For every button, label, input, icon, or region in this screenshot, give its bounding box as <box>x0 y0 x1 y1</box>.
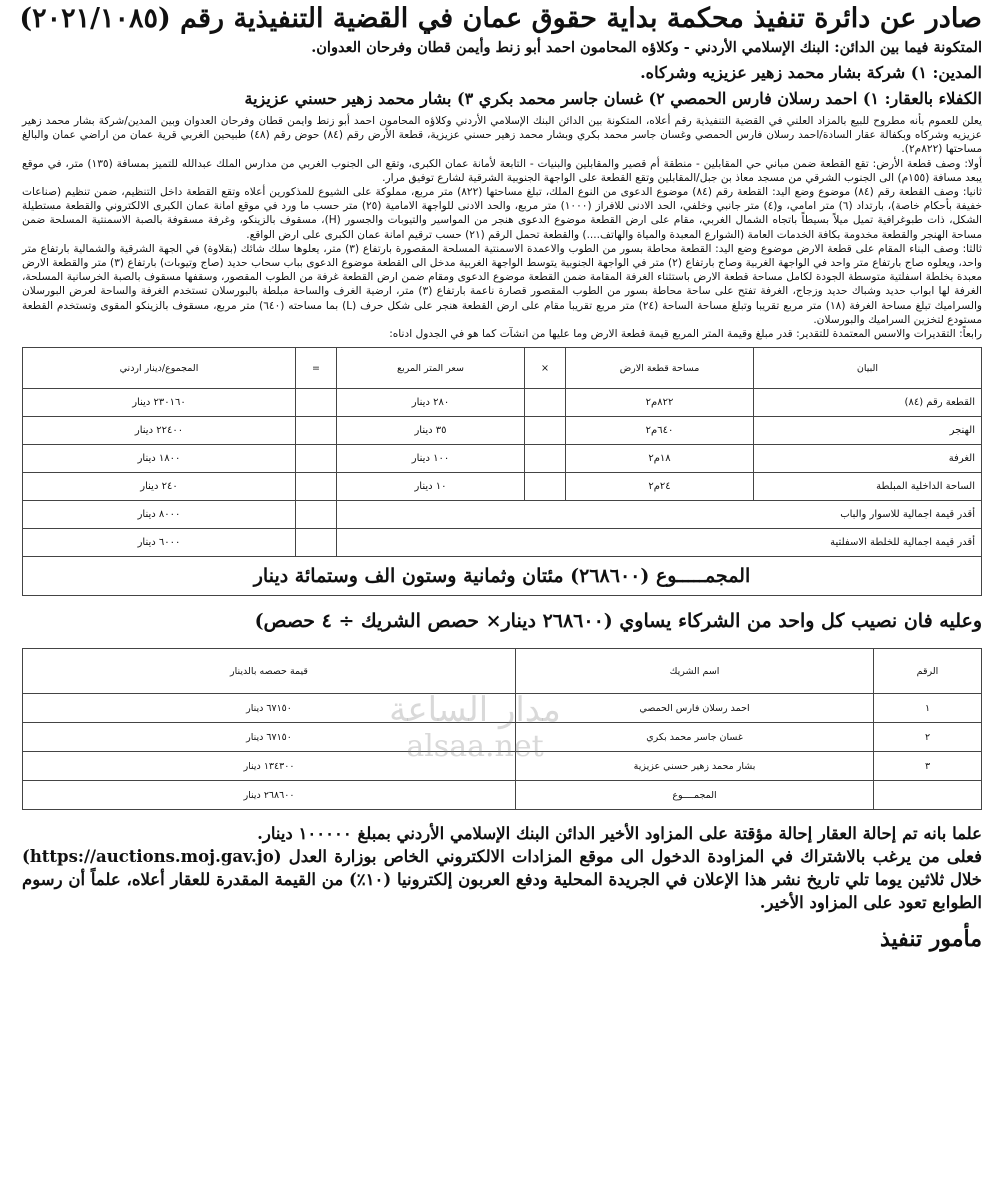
header-value: قيمة حصصه بالدينار <box>23 649 516 694</box>
partner-value: ١٣٤٣٠٠ دينار <box>23 752 516 781</box>
table-row <box>23 752 982 781</box>
watermark-latin: alsaa.net <box>406 729 544 764</box>
table-row <box>23 445 982 473</box>
table-row <box>23 501 982 529</box>
partners-total-value: ٢٦٨٦٠٠ دينار <box>23 781 516 810</box>
closing-text <box>22 822 982 914</box>
debtor-line: المدين: ١) شركة بشار محمد زهير عزيزيه وشركاه. <box>640 63 982 82</box>
notice-body <box>22 114 982 341</box>
row-total: ٢٢٤٠٠ دينار <box>23 417 296 445</box>
partner-name: بشار محمد زهير حسني عزيزية <box>516 752 874 781</box>
header-item: البيان <box>754 348 982 389</box>
grand-total: المجمـــــوع (٢٦٨٦٠٠) مئتان وثمانية وستون الف وستمائة دينار <box>23 557 982 596</box>
parties-line: المتكونة فيما بين الدائن: البنك الإسلامي الأردني - وكلاؤه المحامون احمد أبو زنط وأيمن قطان وفرحان العدوان. <box>311 39 982 56</box>
signer: مأمور تنفيذ <box>880 926 982 953</box>
grand-total-row <box>23 557 982 596</box>
row-item: الغرفة <box>754 445 982 473</box>
table-row <box>23 473 982 501</box>
lump-label: أقدر قيمة اجمالية للاسوار والباب <box>337 501 982 529</box>
header-price: سعر المتر المربع <box>337 348 525 389</box>
row-price: ١٠ دينار <box>337 473 525 501</box>
row-area: ٢٤م٢ <box>566 473 754 501</box>
row-price: ١٠٠ دينار <box>337 445 525 473</box>
partners-total-row <box>23 781 982 810</box>
participation-paragraph: فعلى من يرغب بالاشتراك في المزاودة الدخول الى موقع المزادات الالكتروني الخاص بوزارة العدل (https://auctions.moj.gav.jo) خلال ثلاثين يوما تلي تاريخ نشر هذا الإعلان في الجريدة المحلية ودفع العربون إلكترونيا (١٠٪) من القيمة المقدرة للعقار أعلاه، علماً أن رسوم الطوابع تعود على المزاود الأخير. <box>22 847 982 913</box>
header-no: الرقم <box>874 649 982 694</box>
header-equals: = <box>296 348 337 389</box>
row-item: الساحة الداخلية المبلطة <box>754 473 982 501</box>
watermark-arabic: مدار الساعة <box>389 690 561 730</box>
partner-no: ١ <box>874 694 982 723</box>
lump-total: ٨٠٠٠ دينار <box>23 501 296 529</box>
row-price: ٣٥ دينار <box>337 417 525 445</box>
lump-label: أقدر قيمة اجمالية للخلطة الاسفلتية <box>337 529 982 557</box>
partners-header-row <box>23 649 982 694</box>
partner-name: احمد رسلان فارس الحمصي <box>516 694 874 723</box>
guarantors-line: الكفلاء بالعقار: ١) احمد رسلان فارس الحمصي ٢) غسان جاسر محمد بكري ٣) بشار محمد زهير حسني عزيزية <box>244 89 982 108</box>
building-description-paragraph: ثالثا: وصف البناء المقام على قطعة الارض موضوع وضع اليد: القطعة محاطة بسور من الطوب والاعمدة الاسمنتية المسلحة المقصورة بارتفاع (٣) متر، يعلوها سلك شائك (بقلاوة) في الجهة الشرقية والشمالية بارتفاع متر واحد، ويعلوه صاج بارتفاع متر واحد في الواجهة الغربية وصاج بارتفاع (٢) متر في الواجهة الجنوبية يتوسط الواجهة الغربية مدخل الى القطعة موضوع الدعوى بباب سحاب حديد (صاج وتيوبات) بارتفاع (٣) متر والقطعة الارض معبدة بخلطة اسفلتية متوسطة الجودة لكامل مساحة قطعة الارض باستثناء الغرفة المقامة ضمن القطعة موضوع الدعوى ومقام ضمن ارض القطعة غرفة من الطوب المقصور، وسقفها مسقوف بالصبة الخرسانية المسلحة، الغرفة لها ابواب حديد وشباك حديد وزجاج، الغرفة تفتح على ساحة محاطة بسور من الطوب المقصور قصارة ناعمة بارتفاع (٣) متر، ارضية الغرف والساحة مبلطة بالبورسلان تستخدم الغرفة والساحة لعرض البورسلان والسراميك تبلغ مساحة الغرفة (١٨) متر مربع تقريبا وتبلغ مساحة الساحة (٢٤) متر مربع تقريبا مقام على ارض القطعة هنجر على شكل حرف (L) بما مساحته (٦٤٠) متر مربع، مسقوف بالزينكو المقوى وتستخدم القطعة مستودع لتخزين السراميك والبورسلان. <box>22 242 982 326</box>
lump-total: ٦٠٠٠ دينار <box>23 529 296 557</box>
row-area: ٨٢٢م٢ <box>566 389 754 417</box>
table-row <box>23 723 982 752</box>
valuation-table <box>22 347 982 596</box>
row-total: ١٨٠٠ دينار <box>23 445 296 473</box>
row-item: الهنجر <box>754 417 982 445</box>
row-item: القطعة رقم (٨٤) <box>754 389 982 417</box>
header-name: اسم الشريك <box>516 649 874 694</box>
table-row <box>23 694 982 723</box>
header-total: المجموع/دينار اردني <box>23 348 296 389</box>
intro-paragraph: يعلن للعموم بأنه مطروح للبيع بالمزاد العلني في القضية التنفيذية رقم أعلاه، المتكونة بين الدائن البنك الإسلامي الأردني وكلاؤه المحامون احمد أبو زنط وايمن قطان وفرحان العدوان وبين المدين/شركة بشار محمد زهير عزيزيه وشركاه وبكفالة عقار السادة/احمد رسلان فارس الحمصي وغسان جاسر محمد بكري وبشار محمد زهير حسني عزيزية، قطعة الأرض رقم (٨٤) حوض رقم (٤٨) طبيحين الغربي قرية عمان من اراضي عمان والبالغ مساحتها (٨٢٢م٢). <box>22 115 982 156</box>
partner-name: غسان جاسر محمد بكري <box>516 723 874 752</box>
table-row <box>23 417 982 445</box>
table-row <box>23 389 982 417</box>
partner-value: ٦٧١٥٠ دينار <box>23 694 516 723</box>
partners-table <box>22 648 982 810</box>
row-total: ٢٣٠١٦٠ دينار <box>23 389 296 417</box>
notice-title: صادر عن دائرة تنفيذ محكمة بداية حقوق عمان في القضية التنفيذية رقم (٢٠٢١/١٠٨٥) <box>19 3 982 34</box>
partner-no: ٣ <box>874 752 982 781</box>
share-formula: وعليه فان نصيب كل واحد من الشركاء يساوي (٢٦٨٦٠٠ دينار× حصص الشريك ÷ ٤ حصص) <box>254 610 982 633</box>
partner-value: ٦٧١٥٠ دينار <box>23 723 516 752</box>
partner-no: ٢ <box>874 723 982 752</box>
header-times: × <box>525 348 566 389</box>
row-total: ٢٤٠ دينار <box>23 473 296 501</box>
plot-description-paragraph: ثانيا: وصف القطعة رقم (٨٤) موضوع وضع اليد: القطعة رقم (٨٤) موضوع الدعوى من النوع الملك، تبلغ مساحتها (٨٢٢) متر مربع، مملوكة على الشيوع للمذكورين أعلاه وتقع القطعة داخل التنظيم، ضمن تنظيم (صناعات خفيفة بأحكام خاصة)، بارتداد (٦) متر امامي، و(٤) متر جانبي وخلفي، الحد الادنى للافراز (١٠٠٠) متر مربع، والحد الادنى للواجهة الامامية (٢٥) متر حسب ما ورد في موقع امانة عمان الكبرى الالكتروني والقطعة مستطيلة الشكل، ذات طبوغرافية تميل ميلاً بسيطاً باتجاه الشمال الغربي، مقام على ارض القطعة موضوع الدعوى هنجر من المواسير والتيوبات والجسور (H)، مسقوف بالزينكو، وغرفة مسقوفة بالصبة الاسمنتية المسلحة ضمن مساحة الهنجر والقطعة مخدومة بكافة الخدمات العامة (الشوارع المعبدة والمياة والهاتف....) والقطعة تحمل الرقم (٢١) حسب ترقيم امانة عمان الكبرى على ارض الواقع. <box>22 186 982 241</box>
header-area: مساحة قطعة الارض <box>566 348 754 389</box>
partners-total-label: المجمــــوع <box>516 781 874 810</box>
row-area: ١٨م٢ <box>566 445 754 473</box>
row-price: ٢٨٠ دينار <box>337 389 525 417</box>
provisional-award-paragraph: علما بانه تم إحالة العقار إحالة مؤقتة على المزاود الأخير الدائن البنك الإسلامي الأردني بمبلغ ١٠٠٠٠٠ دينار. <box>257 824 982 844</box>
table-row <box>23 529 982 557</box>
land-description-paragraph: أولا: وصف قطعة الأرض: تقع القطعة ضمن مباني حي المقابلين - منطقة أم قصير والمقابلين والبنيات - التابعة لأمانة عمان الكبرى، وتقع الى الجنوب الغربي من مدارس الملك عبدالله للتميز بمسافة (١٣٥) متر، في موقع يبعد مسافة (١٥٥م) الى الجنوب الشرقي من مسجد معاذ بن جبل/المقابلين وتقع القطعة على الواجهة الجنوبية الشرقية لشارع توفيق مرار. <box>22 157 982 184</box>
valuation-header-row <box>23 348 982 389</box>
row-area: ٦٤٠م٢ <box>566 417 754 445</box>
valuation-intro-paragraph: رابعاً: التقديرات والاسس المعتمدة للتقدير: قدر مبلغ وقيمة المتر المربع قيمة قطعة الارض وما عليها من انشآت كما هو في الجدول ادناه: <box>389 328 982 341</box>
